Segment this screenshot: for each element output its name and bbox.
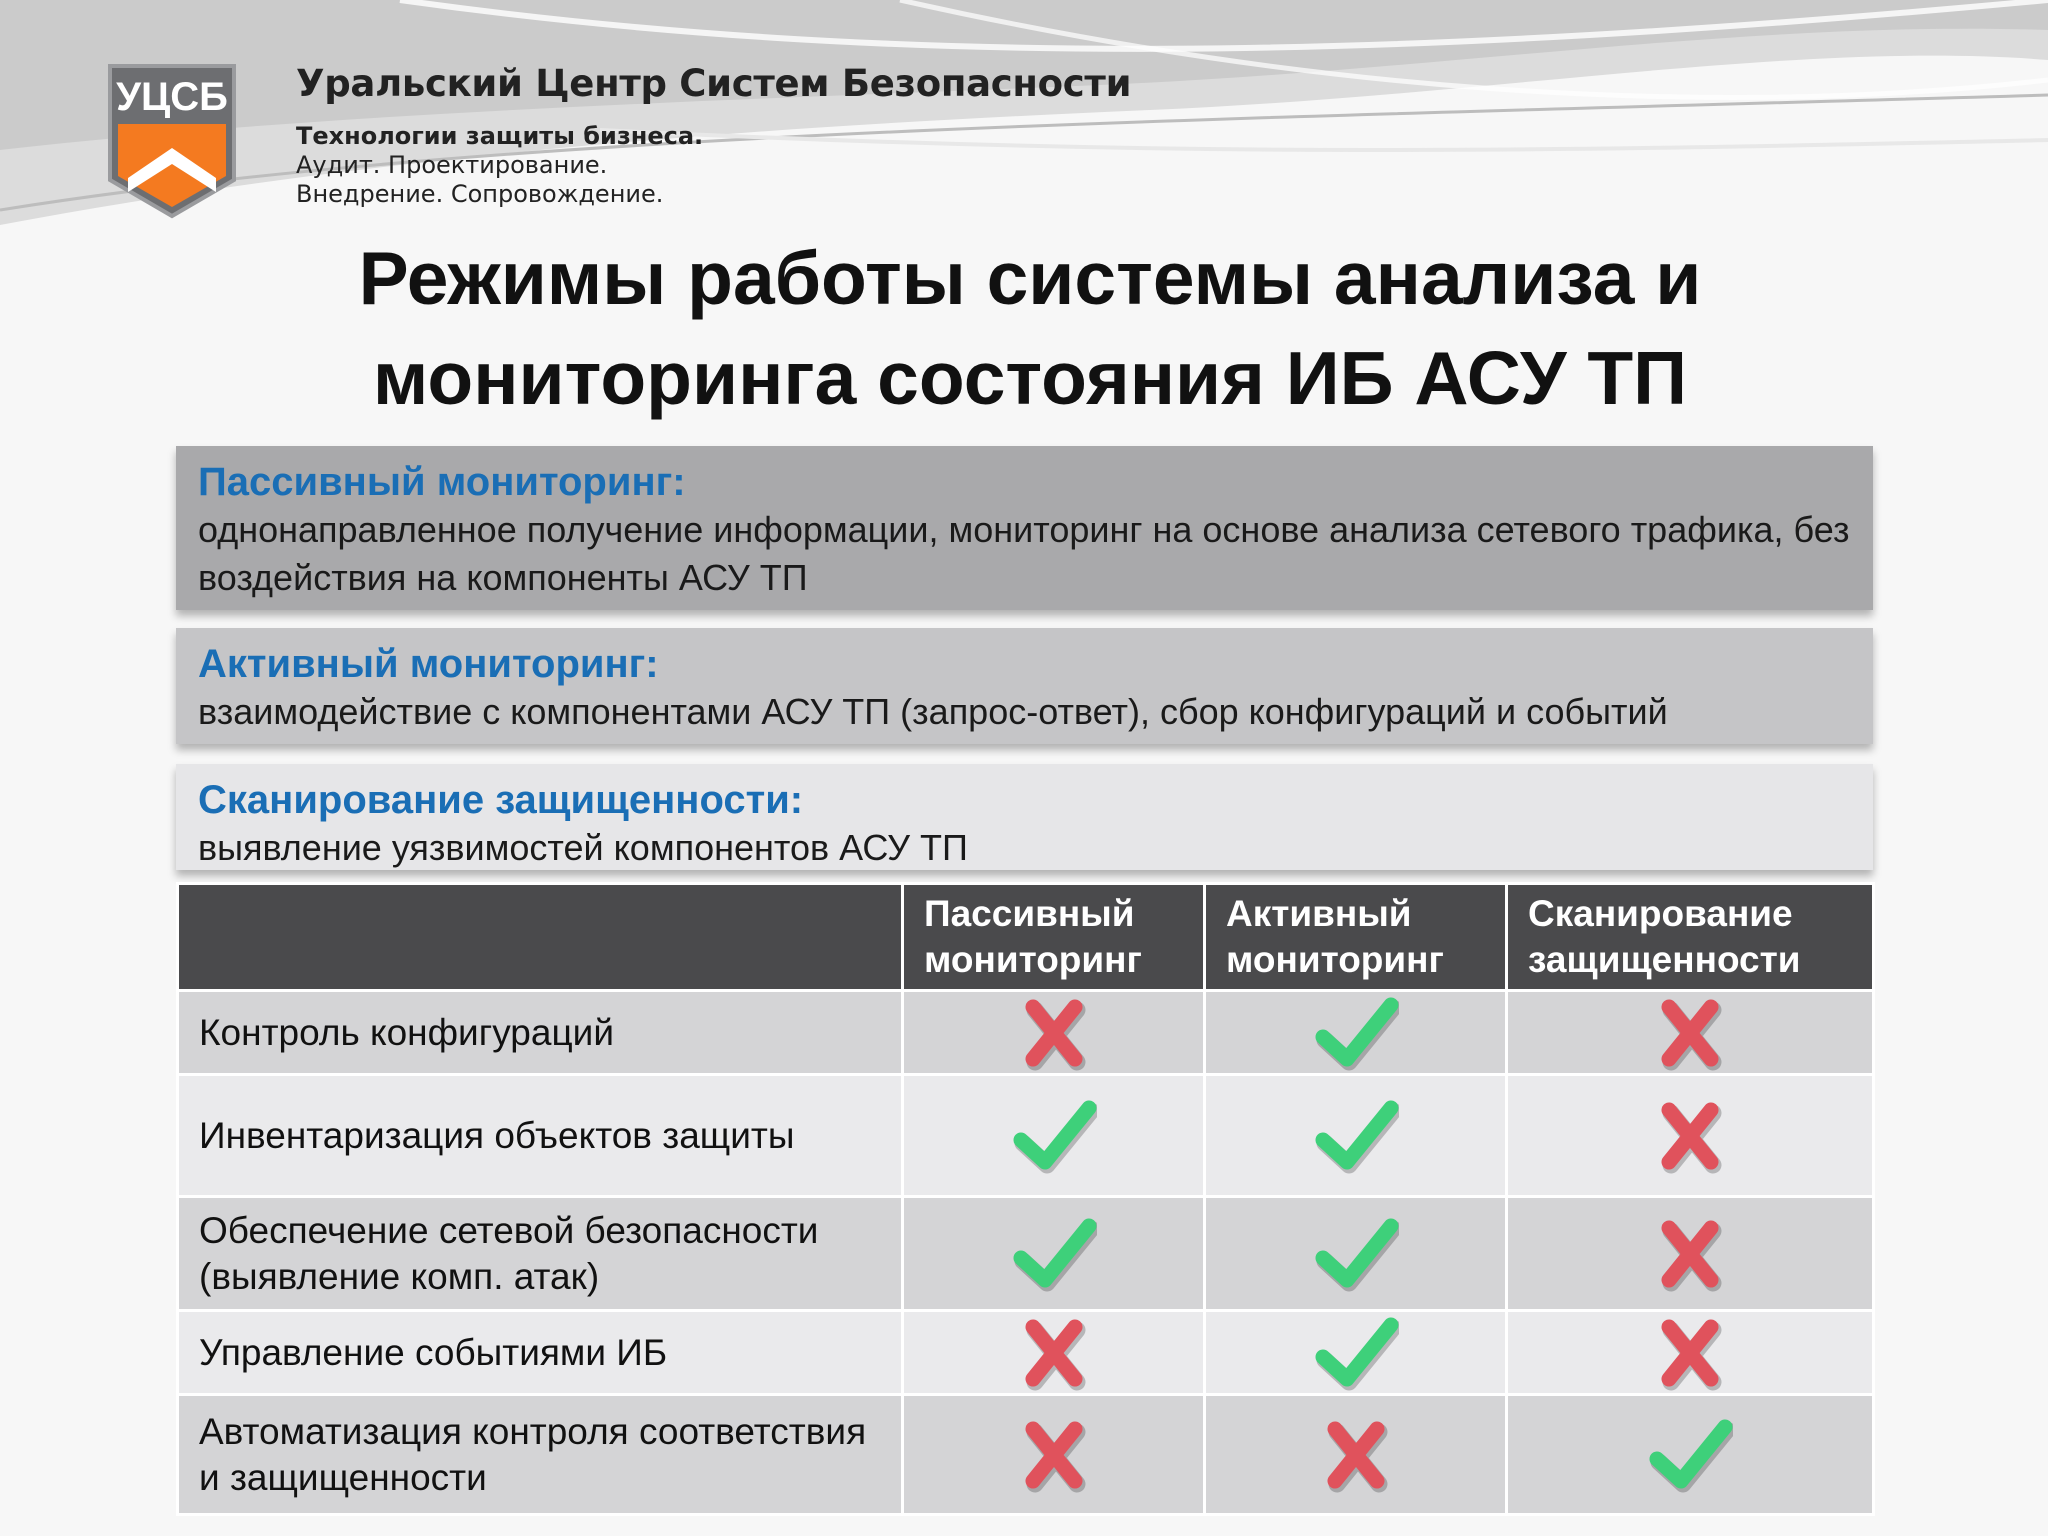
mark-cell [1507, 1197, 1874, 1311]
cross-icon [1011, 1415, 1097, 1495]
tagline-line: Внедрение. Сопровождение. [296, 180, 664, 208]
table-row [178, 1311, 1874, 1395]
column-header-line: защищенности [1528, 939, 1801, 980]
mark-cell [903, 1075, 1205, 1197]
tagline-line: Технологии защиты бизнеса. [296, 122, 704, 150]
row-label: Обеспечение сетевой безопасности (выявление комп. атак) [178, 1197, 903, 1311]
cross-icon [1647, 993, 1733, 1073]
column-header [1507, 884, 1874, 991]
table-row [178, 991, 1874, 1075]
cross-icon [1011, 1313, 1097, 1393]
check-icon [1313, 1096, 1399, 1176]
mark-cell [1205, 1197, 1507, 1311]
column-header-line: Сканирование [1528, 893, 1793, 934]
row-label: Управление событиями ИБ [178, 1311, 903, 1395]
row-label: Инвентаризация объектов защиты [178, 1075, 903, 1197]
table-row [178, 1395, 1874, 1515]
mark-cell [1205, 991, 1507, 1075]
cross-icon [1647, 1214, 1733, 1294]
mark-cell [1507, 1395, 1874, 1515]
cross-icon [1647, 1096, 1733, 1176]
mode-card-active [176, 628, 1873, 744]
column-header-line: мониторинг [1226, 939, 1444, 980]
mark-cell [1507, 991, 1874, 1075]
mode-card-passive [176, 446, 1873, 610]
mode-heading: Активный мониторинг: [198, 642, 659, 686]
mode-description: выявление уязвимостей компонентов АСУ ТП [198, 827, 968, 868]
column-header-line: Пассивный [924, 893, 1135, 934]
check-icon [1011, 1214, 1097, 1294]
mode-heading: Сканирование защищенности: [198, 778, 804, 822]
table-row [178, 1075, 1874, 1197]
column-header-line: Активный [1226, 893, 1412, 934]
row-label: Автоматизация контроля соответствия и защищенности [178, 1395, 903, 1515]
check-icon [1313, 1313, 1399, 1393]
check-icon [1313, 1214, 1399, 1294]
mark-cell [1205, 1075, 1507, 1197]
company-tagline [296, 122, 703, 209]
tagline-line: Аудит. Проектирование. [296, 151, 608, 179]
column-header [903, 884, 1205, 991]
mode-card-scanning [176, 764, 1873, 870]
logo-text: УЦСБ [116, 75, 228, 119]
company-logo [104, 60, 240, 222]
page-title-line: мониторинга состояния ИБ АСУ ТП [372, 336, 1688, 420]
table-row [178, 1197, 1874, 1311]
column-header-line: мониторинг [924, 939, 1142, 980]
mark-cell [903, 1197, 1205, 1311]
row-label: Контроль конфигураций [178, 991, 903, 1075]
mark-cell [903, 1395, 1205, 1515]
check-icon [1647, 1415, 1733, 1495]
mark-cell [903, 991, 1205, 1075]
company-name: Уральский Центр Систем Безопасности [296, 62, 1132, 105]
check-icon [1313, 993, 1399, 1073]
cross-icon [1011, 993, 1097, 1073]
check-icon [1011, 1096, 1097, 1176]
mark-cell [1507, 1311, 1874, 1395]
mark-cell [1507, 1075, 1874, 1197]
comparison-table [176, 882, 1875, 1516]
mark-cell [903, 1311, 1205, 1395]
cross-icon [1313, 1415, 1399, 1495]
header-corner-cell [178, 884, 903, 991]
mark-cell [1205, 1395, 1507, 1515]
table-header-row [178, 884, 1874, 991]
mode-description: взаимодействие с компонентами АСУ ТП (запрос-ответ), сбор конфигураций и событий [198, 691, 1668, 732]
cross-icon [1647, 1313, 1733, 1393]
page-title-line: Режимы работы системы анализа и [358, 236, 1702, 320]
mark-cell [1205, 1311, 1507, 1395]
page-title [120, 228, 1940, 428]
column-header [1205, 884, 1507, 991]
mode-description: однонаправленное получение информации, мониторинг на основе анализа сетевого трафика, без воздействия на компоненты АСУ ТП [198, 509, 1850, 598]
mode-heading: Пассивный мониторинг: [198, 460, 686, 504]
